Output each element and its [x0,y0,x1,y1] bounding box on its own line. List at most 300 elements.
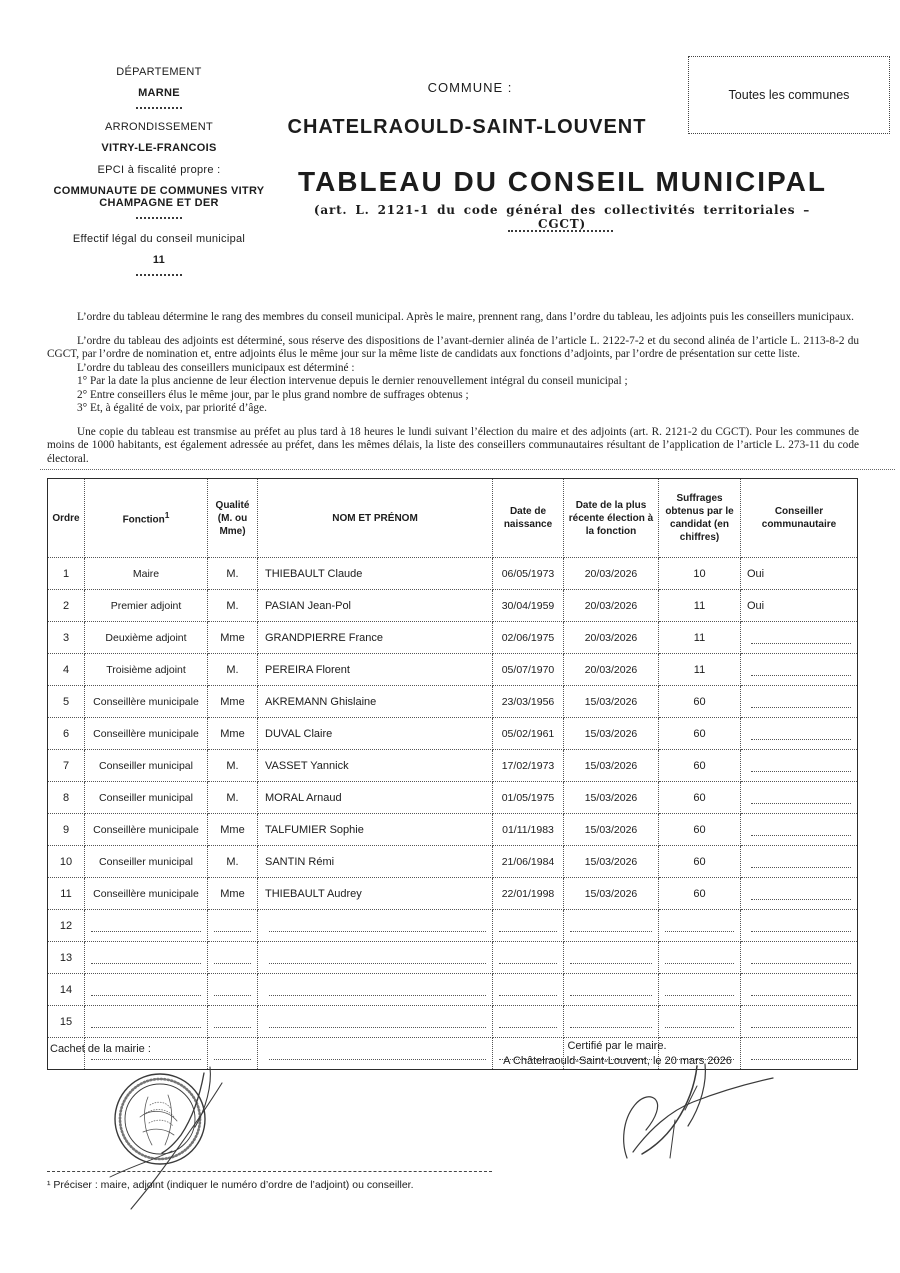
arrondissement-label: ARRONDISSEMENT [104,121,214,133]
footnote-rule [47,1171,492,1172]
cell-fonction [85,590,208,622]
intro-paragraph-3: L’ordre du tableau des conseillers municipaux est déterminé : [77,361,355,374]
departement-label: DÉPARTEMENT [116,66,202,78]
cell-election [564,718,659,750]
cell-suffrages [659,590,741,622]
cell-qualite [208,782,258,814]
toutes-les-communes-label: Toutes les communes [728,88,850,102]
cell-fonction [85,846,208,878]
cell-election [564,846,659,878]
cell-nom [258,686,493,718]
cell-fonction [85,910,208,942]
fonction-value [91,984,201,996]
cell-naissance [493,814,564,846]
nom-value: MORAL Arnaud [265,791,342,804]
cell-naissance [493,974,564,1006]
cell-naissance [493,910,564,942]
election-value: 15/03/2026 [584,759,638,772]
cell-election [564,942,659,974]
header-suffrages: Suffrages obtenus par le candidat (en chiffres) [659,479,741,558]
cell-communautaire [741,942,858,974]
nom-value: THIEBAULT Claude [265,567,363,580]
commune-name: CHATELRAOULD-SAINT-LOUVENT [287,116,647,138]
table-body [48,558,858,1070]
communautaire-value [751,952,851,964]
cell-communautaire [741,974,858,1006]
cell-nom [258,718,493,750]
cachet-label: Cachet de la mairie : [50,1043,151,1055]
naissance-value: 17/02/1973 [501,759,555,772]
election-value: 15/03/2026 [584,823,638,836]
cell-nom [258,878,493,910]
nom-value [269,984,486,996]
communautaire-value [751,856,851,868]
fonction-value [91,952,201,964]
qualite-value: M. [226,567,239,580]
ordre-value: 15 [59,1015,73,1028]
cell-nom [258,814,493,846]
cell-communautaire [741,1006,858,1038]
ordre-value: 13 [59,951,73,964]
toutes-les-communes-box [688,56,890,134]
cell-nom [258,590,493,622]
nom-value: GRANDPIERRE France [265,631,383,644]
nom-value: PASIAN Jean-Pol [265,599,352,612]
communautaire-value: Oui [747,567,765,580]
fonction-value: Premier adjoint [110,599,182,612]
communautaire-value [751,920,851,932]
cell-ordre [48,974,85,1006]
qualite-value [214,920,251,932]
suffrages-value: 60 [693,887,706,900]
naissance-value: 21/06/1984 [501,855,555,868]
qualite-value: M. [226,759,239,772]
cell-election [564,814,659,846]
ordre-value: 11 [60,887,72,900]
cell-qualite [208,590,258,622]
cell-nom [258,910,493,942]
naissance-value: 02/06/1975 [501,631,555,644]
fonction-value: Conseillère municipale [93,727,199,740]
suffrages-value: 60 [693,759,706,772]
naissance-value: 30/04/1959 [501,599,555,612]
qualite-value: M. [226,663,239,676]
nom-value: THIEBAULT Audrey [265,887,362,900]
election-value [570,952,652,964]
election-value [570,1016,652,1028]
ordre-value: 10 [59,855,73,868]
election-value: 15/03/2026 [584,791,638,804]
ordre-value: 5 [62,695,70,708]
table-row [48,654,858,686]
cell-qualite [208,750,258,782]
nom-value [269,920,486,932]
cell-nom [258,622,493,654]
naissance-value [499,920,557,932]
cell-naissance [493,590,564,622]
communautaire-value [751,632,851,644]
table-row [48,558,858,590]
cell-ordre [48,750,85,782]
cell-election [564,654,659,686]
cell-nom [258,1006,493,1038]
naissance-value: 06/05/1973 [501,567,555,580]
cell-nom [258,782,493,814]
cell-communautaire [741,782,858,814]
intro-paragraph-1: L’ordre du tableau détermine le rang des membres du conseil municipal. Après le maire, prennent rang, dans l’ordre du tableau, les adjoints puis les conseillers municipaux. [77,311,854,323]
table-row [48,782,858,814]
cell-election [564,1006,659,1038]
table-row [48,686,858,718]
horizontal-rule [40,469,895,470]
qualite-value: Mme [220,695,245,708]
table-row [48,974,858,1006]
cell-qualite [208,974,258,1006]
nom-value: PEREIRA Florent [265,663,350,676]
intro-item-1: 1° Par la date la plus ancienne de leur élection intervenue depuis le dernier renouvellement intégral du conseil municipal ; [77,375,628,387]
cell-fonction [85,750,208,782]
cell-naissance [493,718,564,750]
cell-naissance [493,622,564,654]
communautaire-value [751,984,851,996]
communautaire-value [751,664,851,676]
fonction-value: Conseillère municipale [93,887,199,900]
qualite-value: Mme [220,823,245,836]
fonction-value: Conseillère municipale [93,695,199,708]
cell-qualite [208,878,258,910]
cell-naissance [493,686,564,718]
cell-suffrages [659,846,741,878]
intro-item-2: 2° Entre conseillers élus le même jour, par le plus grand nombre de suffrages obtenus ; [77,388,469,401]
cell-election [564,590,659,622]
cell-communautaire [741,846,858,878]
communautaire-value [751,824,851,836]
ordre-value: 3 [62,631,70,644]
cell-nom [258,974,493,1006]
fonction-value: Conseiller municipal [99,791,193,804]
cell-suffrages [659,910,741,942]
left-admin-block [50,66,268,288]
nom-value: VASSET Yannick [265,759,349,772]
cell-communautaire [741,750,858,782]
qualite-value [214,1016,251,1028]
cell-nom [258,846,493,878]
cell-ordre [48,942,85,974]
cell-fonction [85,878,208,910]
cell-ordre [48,686,85,718]
cell-ordre [48,622,85,654]
cell-nom [258,654,493,686]
suffrages-value [665,920,734,932]
header-qualite: Qualité (M. ou Mme) [208,479,258,558]
cell-nom [258,750,493,782]
cell-fonction [85,622,208,654]
header-communautaire: Conseiller communautaire [741,479,858,558]
cell-communautaire [741,814,858,846]
qualite-value: M. [226,599,239,612]
cell-qualite [208,910,258,942]
cell-ordre [48,782,85,814]
cell-suffrages [659,878,741,910]
cell-naissance [493,1006,564,1038]
nom-value [269,1016,486,1028]
fonction-value: Troisième adjoint [106,663,186,676]
council-table [47,478,858,1070]
table-row [48,814,858,846]
suffrages-value: 60 [693,823,706,836]
cell-suffrages [659,750,741,782]
communautaire-value [751,728,851,740]
table-row [48,1006,858,1038]
cell-ordre [48,846,85,878]
suffrages-value: 11 [693,631,706,644]
table-row [48,910,858,942]
mairie-stamp [70,1055,315,1220]
suffrages-value [665,984,734,996]
fonction-value: Conseillère municipale [93,823,199,836]
cell-suffrages [659,942,741,974]
cell-communautaire [741,910,858,942]
table-row [48,590,858,622]
cell-communautaire [741,558,858,590]
suffrages-value: 11 [693,599,706,612]
cell-fonction [85,814,208,846]
cell-qualite [208,654,258,686]
cell-suffrages [659,718,741,750]
qualite-value [214,952,251,964]
fonction-value: Deuxième adjoint [105,631,187,644]
communautaire-value: Oui [747,599,765,612]
dotted-separator [136,217,182,219]
cell-nom [258,558,493,590]
cell-qualite [208,814,258,846]
intro-paragraph-2: L’ordre du tableau des adjoints est déterminé, sous réserve des dispositions de l’avant-dernier alinéa de l’article L. 2122-7-2 et du second alinéa de l’article L. 2113-8-2 du CGCT, par l’ordre de nomination et, entre adjoints élus le même jour sur la même liste de candidats aux fonctions d’adjoints, par l’ordre de présentation sur cette liste. [47,334,859,360]
cell-communautaire [741,622,858,654]
ordre-value: 9 [62,823,70,836]
cell-communautaire [741,590,858,622]
cell-suffrages [659,1006,741,1038]
qualite-value: Mme [220,887,245,900]
cell-ordre [48,910,85,942]
header-fonction [85,479,208,558]
cell-suffrages [659,814,741,846]
table-row [48,750,858,782]
cell-ordre [48,814,85,846]
dotted-separator [136,107,182,109]
ordre-value: 6 [62,727,70,740]
fonction-value: Maire [132,567,160,580]
suffrages-value [665,952,734,964]
certifie-line1: Certifié par le maire. [567,1040,667,1052]
cell-naissance [493,878,564,910]
communautaire-value [751,696,851,708]
nom-value [269,952,486,964]
cell-fonction [85,782,208,814]
epci-label: EPCI à fiscalité propre : [97,164,221,176]
cell-communautaire [741,878,858,910]
intro-item-3: 3° Et, à égalité de voix, par priorité d’âge. [77,402,267,414]
qualite-value: M. [226,855,239,868]
election-value [570,984,652,996]
communautaire-value [751,888,851,900]
cell-fonction [85,686,208,718]
header-ordre: Ordre [48,479,85,558]
cell-communautaire [741,654,858,686]
header-fonction-label: Fonction [122,514,165,526]
fonction-value: Conseiller municipal [99,759,193,772]
cell-communautaire [741,686,858,718]
communautaire-value [751,760,851,772]
naissance-value: 23/03/1956 [501,695,555,708]
naissance-value: 05/07/1970 [501,663,555,676]
commune-label: COMMUNE : [427,80,513,95]
header-naissance: Date de naissance [493,479,564,558]
communautaire-value [751,792,851,804]
cell-nom [258,942,493,974]
cell-naissance [493,654,564,686]
ordre-value: 14 [59,983,73,996]
cell-suffrages [659,782,741,814]
election-value: 20/03/2026 [584,599,638,612]
suffrages-value: 60 [693,695,706,708]
intro-text [47,311,859,466]
suffrages-value: 60 [693,855,706,868]
cell-election [564,782,659,814]
naissance-value [499,1016,557,1028]
ordre-value: 2 [62,599,70,612]
election-value: 15/03/2026 [584,695,638,708]
table-row [48,846,858,878]
cell-qualite [208,718,258,750]
certifie-line2: A Châtelraould-Saint-Louvent, le 20 mars 2026 [503,1055,732,1067]
cell-naissance [493,942,564,974]
qualite-value: Mme [220,727,245,740]
cell-election [564,558,659,590]
cell-qualite [208,622,258,654]
ordre-value: 1 [62,567,70,580]
cell-election [564,686,659,718]
cell-fonction [85,654,208,686]
election-value: 20/03/2026 [584,631,638,644]
header-nom: NOM ET PRÉNOM [258,479,493,558]
cell-qualite [208,846,258,878]
table-row [48,718,858,750]
page-title: TABLEAU DU CONSEIL MUNICIPAL [298,166,827,197]
cell-suffrages [659,622,741,654]
ordre-value: 4 [62,663,70,676]
nom-value: SANTIN Rémi [265,855,335,868]
council-table-wrapper [47,478,858,1070]
fonction-value [91,920,201,932]
naissance-value: 01/05/1975 [501,791,555,804]
naissance-value: 01/11/1983 [502,823,554,836]
suffrages-value: 60 [693,727,706,740]
epci-value: COMMUNAUTE DE COMMUNES VITRY CHAMPAGNE ET DER [53,185,265,209]
ordre-value: 8 [62,791,70,804]
cell-qualite [208,942,258,974]
cell-suffrages [659,558,741,590]
header-election: Date de la plus récente élection à la fonction [564,479,659,558]
cell-qualite [208,686,258,718]
effectif-label: Effectif légal du conseil municipal [72,233,246,245]
effectif-value: 11 [152,254,166,266]
qualite-value [214,984,251,996]
election-value: 15/03/2026 [584,855,638,868]
suffrages-value: 10 [693,567,706,580]
cell-fonction [85,558,208,590]
cell-suffrages [659,974,741,1006]
nom-value: TALFUMIER Sophie [265,823,364,836]
dotted-separator [136,274,182,276]
qualite-value: M. [226,791,239,804]
cell-suffrages [659,654,741,686]
maire-signature [575,1058,790,1170]
table-header-row [48,479,858,558]
cell-fonction [85,1006,208,1038]
dotted-separator [508,230,613,232]
footnote: ¹ Préciser : maire, adjoint (indiquer le numéro d’ordre de l’adjoint) ou conseiller. [47,1179,414,1191]
arrondissement-value: VITRY-LE-FRANCOIS [101,142,217,154]
ordre-value: 7 [62,759,70,772]
nom-value: AKREMANN Ghislaine [265,695,377,708]
header-fonction-sup: 1 [164,509,170,520]
qualite-value: Mme [220,631,245,644]
cell-ordre [48,590,85,622]
suffrages-value: 11 [693,663,706,676]
cell-election [564,750,659,782]
election-value: 20/03/2026 [584,663,638,676]
cell-naissance [493,846,564,878]
cell-naissance [493,750,564,782]
communautaire-value [751,1016,851,1028]
suffrages-value: 60 [693,791,706,804]
cell-naissance [493,558,564,590]
fonction-value [91,1016,201,1028]
election-value: 15/03/2026 [584,727,638,740]
cell-election [564,878,659,910]
cell-ordre [48,558,85,590]
cell-qualite [208,1006,258,1038]
cell-naissance [493,782,564,814]
election-value [570,920,652,932]
cell-ordre [48,878,85,910]
departement-value: MARNE [138,87,180,99]
cell-ordre [48,1006,85,1038]
cell-communautaire [741,718,858,750]
cell-qualite [208,558,258,590]
cell-ordre [48,654,85,686]
naissance-value: 22/01/1998 [501,887,555,900]
intro-paragraph-4: Une copie du tableau est transmise au préfet au plus tard à 18 heures le lundi suivant l’élection du maire et des adjoints (art. R. 2121-2 du CGCT). Pour les communes de moins de 1000 habitants, est également adressée au préfet, dans les mêmes délais, la liste des conseillers communautaires résultant de l’application de l’article L. 273-11 du code électoral. [47,425,859,465]
table-row [48,878,858,910]
cell-suffrages [659,686,741,718]
table-row [48,942,858,974]
nom-value: DUVAL Claire [265,727,333,740]
cell-ordre [48,718,85,750]
naissance-value [499,984,557,996]
table-row [48,622,858,654]
page-subtitle: (art. L. 2121-1 du code général des collectivités territoriales – CGCT) [313,203,811,231]
cell-fonction [85,942,208,974]
suffrages-value [665,1016,734,1028]
cell-election [564,974,659,1006]
fonction-value: Conseiller municipal [99,855,193,868]
cell-election [564,622,659,654]
election-value: 15/03/2026 [584,887,638,900]
election-value: 20/03/2026 [584,567,638,580]
naissance-value: 05/02/1961 [501,727,555,740]
cell-fonction [85,974,208,1006]
